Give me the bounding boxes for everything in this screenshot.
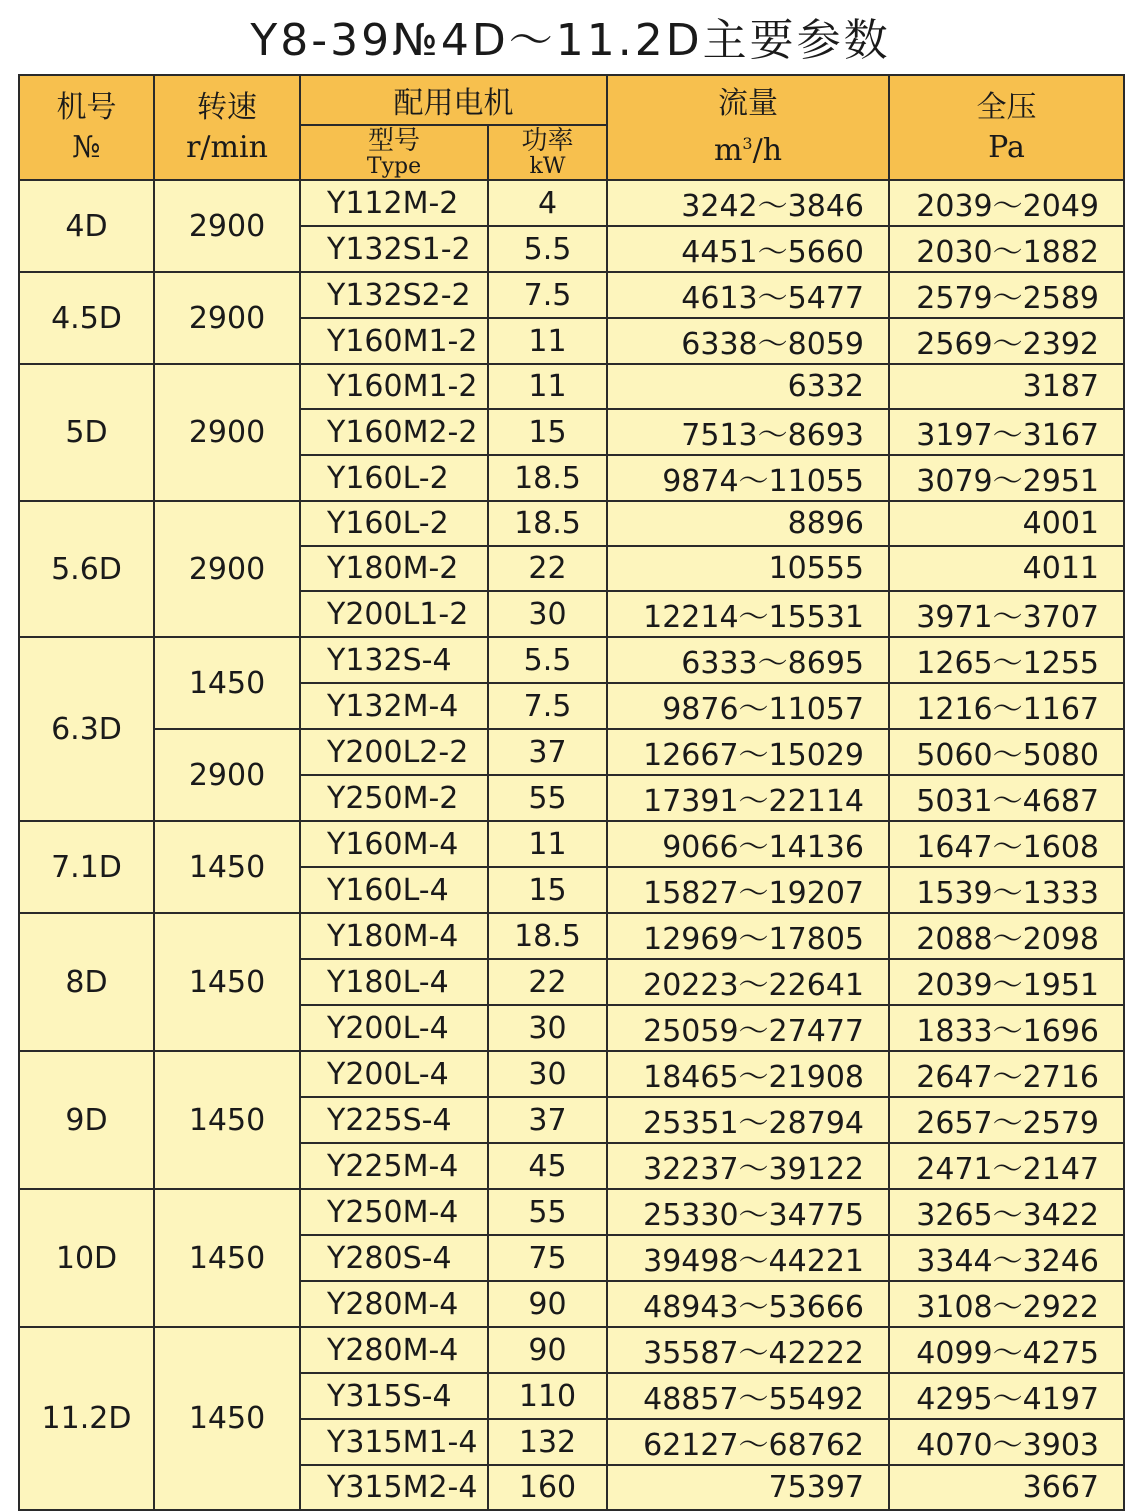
- power-cell: 11: [488, 364, 607, 409]
- flow-cell: 20223～22641: [607, 959, 889, 1005]
- power-cell: 75: [488, 1235, 607, 1281]
- pressure-cell: 3108～2922: [889, 1281, 1124, 1327]
- flow-unit-sup: 3: [742, 134, 753, 153]
- motor-type-cell: Y280S-4: [300, 1235, 488, 1281]
- speed-cell: 2900: [154, 180, 300, 272]
- table-row: [19, 637, 1124, 683]
- header-no: [19, 75, 154, 180]
- motor-type-cell: Y225M-4: [300, 1143, 488, 1189]
- flow-cell: 12969～17805: [607, 913, 889, 959]
- table-row: [19, 180, 1124, 226]
- flow-cell: 17391～22114: [607, 775, 889, 821]
- pressure-cell: 2088～2098: [889, 913, 1124, 959]
- power-cell: 22: [488, 959, 607, 1005]
- motor-type-cell: Y200L2-2: [300, 729, 488, 775]
- motor-type-cell: Y160M1-2: [300, 318, 488, 364]
- header-no-cn: 机号: [56, 89, 117, 125]
- header-speed-cn: 转速: [197, 89, 257, 125]
- speed-cell: 1450: [154, 1051, 300, 1189]
- flow-cell: 12667～15029: [607, 729, 889, 775]
- motor-type-cell: Y180M-2: [300, 546, 488, 591]
- pressure-cell: 3197～3167: [889, 409, 1124, 455]
- flow-cell: 39498～44221: [607, 1235, 889, 1281]
- header-speed: [154, 75, 300, 180]
- pressure-cell: 2657～2579: [889, 1097, 1124, 1143]
- header-flow-cn: 流量: [718, 86, 778, 121]
- pressure-cell: 4001: [889, 501, 1124, 546]
- fan-no-cell: 5.6D: [19, 501, 154, 637]
- pressure-cell: 5031～4687: [889, 775, 1124, 821]
- power-cell: 18.5: [488, 455, 607, 501]
- power-cell: 4: [488, 180, 607, 226]
- flow-unit-m: m: [713, 133, 743, 168]
- fan-no-cell: 4.5D: [19, 272, 154, 364]
- flow-cell: 4613～5477: [607, 272, 889, 318]
- table-row: [19, 913, 1124, 959]
- header-speed-en: r/min: [186, 129, 268, 165]
- motor-type-cell: Y160L-4: [300, 867, 488, 913]
- flow-cell: 3242～3846: [607, 180, 889, 226]
- motor-type-cell: Y280M-4: [300, 1327, 488, 1373]
- pressure-cell: 2647～2716: [889, 1051, 1124, 1097]
- motor-type-cell: Y280M-4: [300, 1281, 488, 1327]
- parameter-table: [18, 74, 1125, 1511]
- pressure-cell: 1216～1167: [889, 683, 1124, 729]
- speed-cell: 1450: [154, 1327, 300, 1510]
- power-cell: 55: [488, 775, 607, 821]
- header-motor: 配用电机: [300, 75, 607, 125]
- page-title: Y8-39№4D～11.2D主要参数: [250, 15, 891, 66]
- power-cell: 37: [488, 1097, 607, 1143]
- pressure-cell: 3344～3246: [889, 1235, 1124, 1281]
- flow-cell: 48943～53666: [607, 1281, 889, 1327]
- motor-type-cell: Y315M1-4: [300, 1419, 488, 1465]
- motor-type-cell: Y132S2-2: [300, 272, 488, 318]
- fan-no-cell: 5D: [19, 364, 154, 501]
- pressure-cell: 5060～5080: [889, 729, 1124, 775]
- motor-type-cell: Y250M-4: [300, 1189, 488, 1235]
- motor-type-cell: Y315M2-4: [300, 1465, 488, 1510]
- power-cell: 7.5: [488, 272, 607, 318]
- motor-type-cell: Y200L1-2: [300, 591, 488, 637]
- speed-cell: 1450: [154, 637, 300, 729]
- power-cell: 7.5: [488, 683, 607, 729]
- power-cell: 22: [488, 546, 607, 591]
- fan-no-cell: 4D: [19, 180, 154, 272]
- fan-no-cell: 11.2D: [19, 1327, 154, 1510]
- flow-cell: 75397: [607, 1465, 889, 1510]
- power-cell: 11: [488, 318, 607, 364]
- table-row: [19, 364, 1124, 409]
- flow-unit-h: /h: [752, 133, 783, 168]
- power-cell: 15: [488, 867, 607, 913]
- table-row: [19, 1189, 1124, 1235]
- power-cell: 110: [488, 1373, 607, 1419]
- pressure-cell: 1539～1333: [889, 867, 1124, 913]
- pressure-cell: 2039～2049: [889, 180, 1124, 226]
- power-cell: 37: [488, 729, 607, 775]
- motor-type-cell: Y112M-2: [300, 180, 488, 226]
- header-flow-en: [608, 124, 888, 171]
- flow-cell: 25330～34775: [607, 1189, 889, 1235]
- pressure-cell: 2039～1951: [889, 959, 1124, 1005]
- pressure-cell: 4070～3903: [889, 1419, 1124, 1465]
- pressure-cell: 3971～3707: [889, 591, 1124, 637]
- pressure-cell: 2569～2392: [889, 318, 1124, 364]
- header-no-en: №: [72, 129, 101, 165]
- motor-type-cell: Y160L-2: [300, 501, 488, 546]
- flow-cell: 9876～11057: [607, 683, 889, 729]
- pressure-cell: 1833～1696: [889, 1005, 1124, 1051]
- fan-no-cell: 7.1D: [19, 821, 154, 913]
- header-type-cn: 型号: [367, 125, 420, 156]
- table-body: [19, 180, 1124, 1510]
- header-pressure-en: Pa: [988, 129, 1025, 165]
- speed-cell: 2900: [154, 729, 300, 821]
- header-power-en: kW: [529, 153, 566, 179]
- table-row: [19, 1051, 1124, 1097]
- flow-cell: 8896: [607, 501, 889, 546]
- speed-cell: 1450: [154, 821, 300, 913]
- pressure-cell: 3079～2951: [889, 455, 1124, 501]
- power-cell: 11: [488, 821, 607, 867]
- pressure-cell: 1265～1255: [889, 637, 1124, 683]
- header-type-en: Type: [366, 153, 422, 179]
- header-power: [488, 125, 607, 180]
- motor-type-cell: Y132M-4: [300, 683, 488, 729]
- power-cell: 90: [488, 1281, 607, 1327]
- power-cell: 45: [488, 1143, 607, 1189]
- speed-cell: 1450: [154, 913, 300, 1051]
- motor-type-cell: Y225S-4: [300, 1097, 488, 1143]
- power-cell: 5.5: [488, 637, 607, 683]
- flow-cell: 6333～8695: [607, 637, 889, 683]
- flow-cell: 15827～19207: [607, 867, 889, 913]
- pressure-cell: 1647～1608: [889, 821, 1124, 867]
- pressure-cell: 3667: [889, 1465, 1124, 1510]
- flow-cell: 9066～14136: [607, 821, 889, 867]
- power-cell: 30: [488, 1051, 607, 1097]
- flow-cell: 25351～28794: [607, 1097, 889, 1143]
- power-cell: 30: [488, 1005, 607, 1051]
- pressure-cell: 3187: [889, 364, 1124, 409]
- flow-cell: 10555: [607, 546, 889, 591]
- motor-type-cell: Y132S1-2: [300, 226, 488, 272]
- pressure-cell: 3265～3422: [889, 1189, 1124, 1235]
- header-type: [300, 125, 488, 180]
- speed-cell: 2900: [154, 272, 300, 364]
- pressure-cell: 4099～4275: [889, 1327, 1124, 1373]
- motor-type-cell: Y132S-4: [300, 637, 488, 683]
- motor-type-cell: Y160M-4: [300, 821, 488, 867]
- flow-cell: 62127～68762: [607, 1419, 889, 1465]
- power-cell: 15: [488, 409, 607, 455]
- flow-cell: 6338～8059: [607, 318, 889, 364]
- pressure-cell: 2579～2589: [889, 272, 1124, 318]
- table-row: [19, 821, 1124, 867]
- power-cell: 160: [488, 1465, 607, 1510]
- motor-type-cell: Y160L-2: [300, 455, 488, 501]
- flow-cell: 12214～15531: [607, 591, 889, 637]
- table-row: [19, 501, 1124, 546]
- header-pressure: [889, 75, 1124, 180]
- power-cell: 18.5: [488, 913, 607, 959]
- flow-cell: 9874～11055: [607, 455, 889, 501]
- flow-cell: 25059～27477: [607, 1005, 889, 1051]
- table-row: [19, 272, 1124, 318]
- speed-cell: 2900: [154, 501, 300, 637]
- power-cell: 90: [488, 1327, 607, 1373]
- flow-cell: 7513～8693: [607, 409, 889, 455]
- power-cell: 5.5: [488, 226, 607, 272]
- flow-cell: 4451～5660: [607, 226, 889, 272]
- motor-type-cell: Y160M2-2: [300, 409, 488, 455]
- pressure-cell: 2030～1882: [889, 226, 1124, 272]
- fan-no-cell: 10D: [19, 1189, 154, 1327]
- motor-type-cell: Y200L-4: [300, 1051, 488, 1097]
- power-cell: 18.5: [488, 501, 607, 546]
- power-cell: 132: [488, 1419, 607, 1465]
- motor-type-cell: Y250M-2: [300, 775, 488, 821]
- pressure-cell: 2471～2147: [889, 1143, 1124, 1189]
- speed-cell: 1450: [154, 1189, 300, 1327]
- motor-type-cell: Y180L-4: [300, 959, 488, 1005]
- motor-type-cell: Y180M-4: [300, 913, 488, 959]
- speed-cell: 2900: [154, 364, 300, 501]
- fan-no-cell: 9D: [19, 1051, 154, 1189]
- flow-cell: 6332: [607, 364, 889, 409]
- pressure-cell: 4011: [889, 546, 1124, 591]
- table-row: [19, 729, 1124, 775]
- pressure-cell: 4295～4197: [889, 1373, 1124, 1419]
- power-cell: 30: [488, 591, 607, 637]
- flow-cell: 48857～55492: [607, 1373, 889, 1419]
- motor-type-cell: Y315S-4: [300, 1373, 488, 1419]
- header-pressure-cn: 全压: [976, 89, 1037, 125]
- motor-type-cell: Y200L-4: [300, 1005, 488, 1051]
- flow-cell: 18465～21908: [607, 1051, 889, 1097]
- power-cell: 55: [488, 1189, 607, 1235]
- fan-no-cell: 6.3D: [19, 637, 154, 821]
- header-power-cn: 功率: [521, 125, 574, 156]
- fan-no-cell: 8D: [19, 913, 154, 1051]
- header-flow: [607, 75, 889, 180]
- table-row: [19, 1327, 1124, 1373]
- motor-type-cell: Y160M1-2: [300, 364, 488, 409]
- flow-cell: 32237～39122: [607, 1143, 889, 1189]
- flow-cell: 35587～42222: [607, 1327, 889, 1373]
